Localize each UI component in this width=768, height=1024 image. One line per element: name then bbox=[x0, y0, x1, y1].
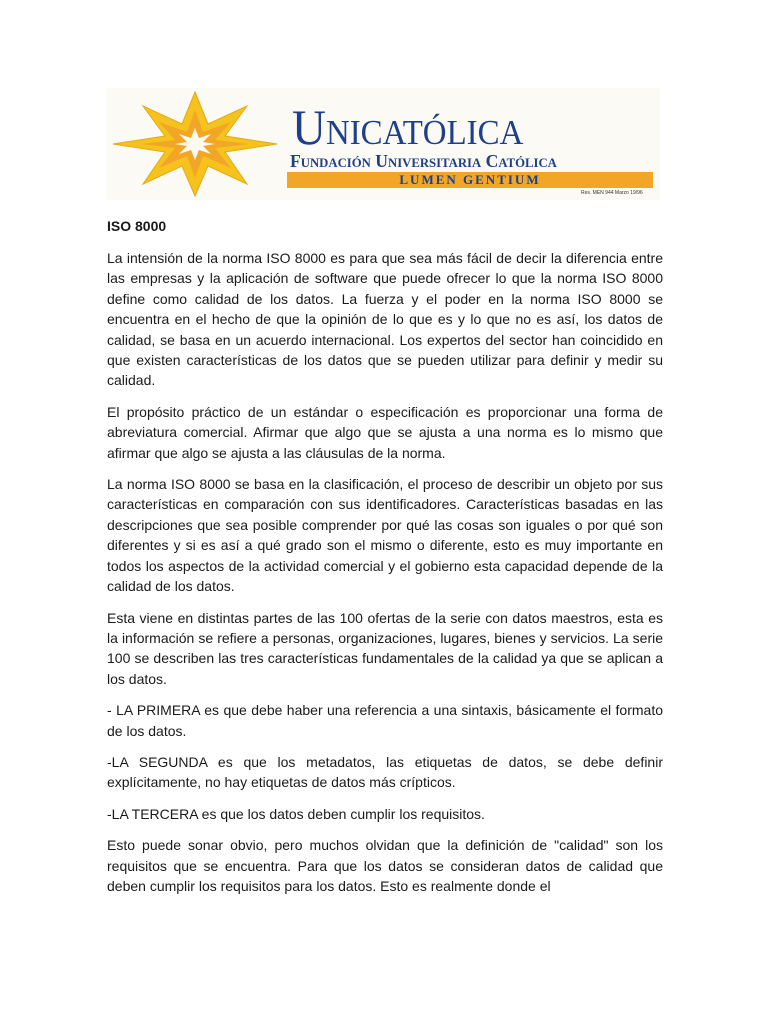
motto-text: LUMEN GENTIUM bbox=[399, 172, 541, 187]
header-banner bbox=[107, 88, 660, 200]
document-title: ISO 8000 bbox=[107, 218, 167, 234]
paragraph: La intensión de la norma ISO 8000 es para que sea más fácil de decir la diferencia entre las empresas y la aplicación de software que puede ofrecer lo que la norma ISO 8000 define como calidad de los datos. La fuerza y el poder en la norma ISO 8000 se encuentra en el hecho de que la opinión de lo que es y lo que no es así, los datos de calidad, se basa en un acuerdo internacional. Los expertos del sector han coincidido en que existen características de los datos que se pueden utilizar para definir y medir su calidad. bbox=[107, 250, 663, 389]
resolution-note: Res. MEN 944 Marzo 19/96 bbox=[581, 190, 643, 196]
list-item-first: - LA PRIMERA es que debe haber una referencia a una sintaxis, básicamente el formato de los datos. bbox=[107, 702, 663, 739]
motto-bar bbox=[287, 172, 653, 188]
star-logo-icon bbox=[107, 88, 283, 200]
brand-subtitle: Fundación Universitaria Católica bbox=[290, 151, 557, 171]
paragraph: Esta viene en distintas partes de las 100 ofertas de la serie con datos maestros, esta es la información se refiere a personas, organizaciones, lugares, bienes y servicios. La serie 100 se describen las tres características fundamentales de la calidad ya que se aplican a los datos. bbox=[107, 609, 663, 687]
paragraph: El propósito práctico de un estándar o especificación es proporcionar una forma de abreviatura comercial. Afirmar que algo que se ajusta a una norma es lo mismo que afirmar que algo se ajusta a las cláusulas de la norma. bbox=[107, 403, 663, 461]
document-body bbox=[107, 216, 663, 896]
list-item-third: -LA TERCERA es que los datos deben cumplir los requisitos. bbox=[107, 805, 485, 822]
list-item-second: -LA SEGUNDA es que los metadatos, las etiquetas de datos, se debe definir explícitamente, no hay etiquetas de datos más crípticos. bbox=[107, 753, 663, 791]
paragraph: Esto puede sonar obvio, pero muchos olvidan que la definición de "calidad" son los requisitos que se encuentra. Para que los datos se consideran datos de calidad que deben cumplir los requisitos para los datos. Esto es realmente donde el bbox=[107, 837, 663, 894]
brand-name: Unicatólica bbox=[292, 99, 524, 155]
paragraph: La norma ISO 8000 se basa en la clasificación, el proceso de describir un objeto por sus características en comparación con sus identificadores. Características basadas en las descripciones que sea posible comprender por qué las cosas son iguales o por qué son diferentes y si es así a qué grado son el mismo o diferente, esto es muy importante en todos los aspectos de la actividad comercial y el gobierno esta capacidad depende de la calidad de los datos. bbox=[107, 476, 663, 595]
